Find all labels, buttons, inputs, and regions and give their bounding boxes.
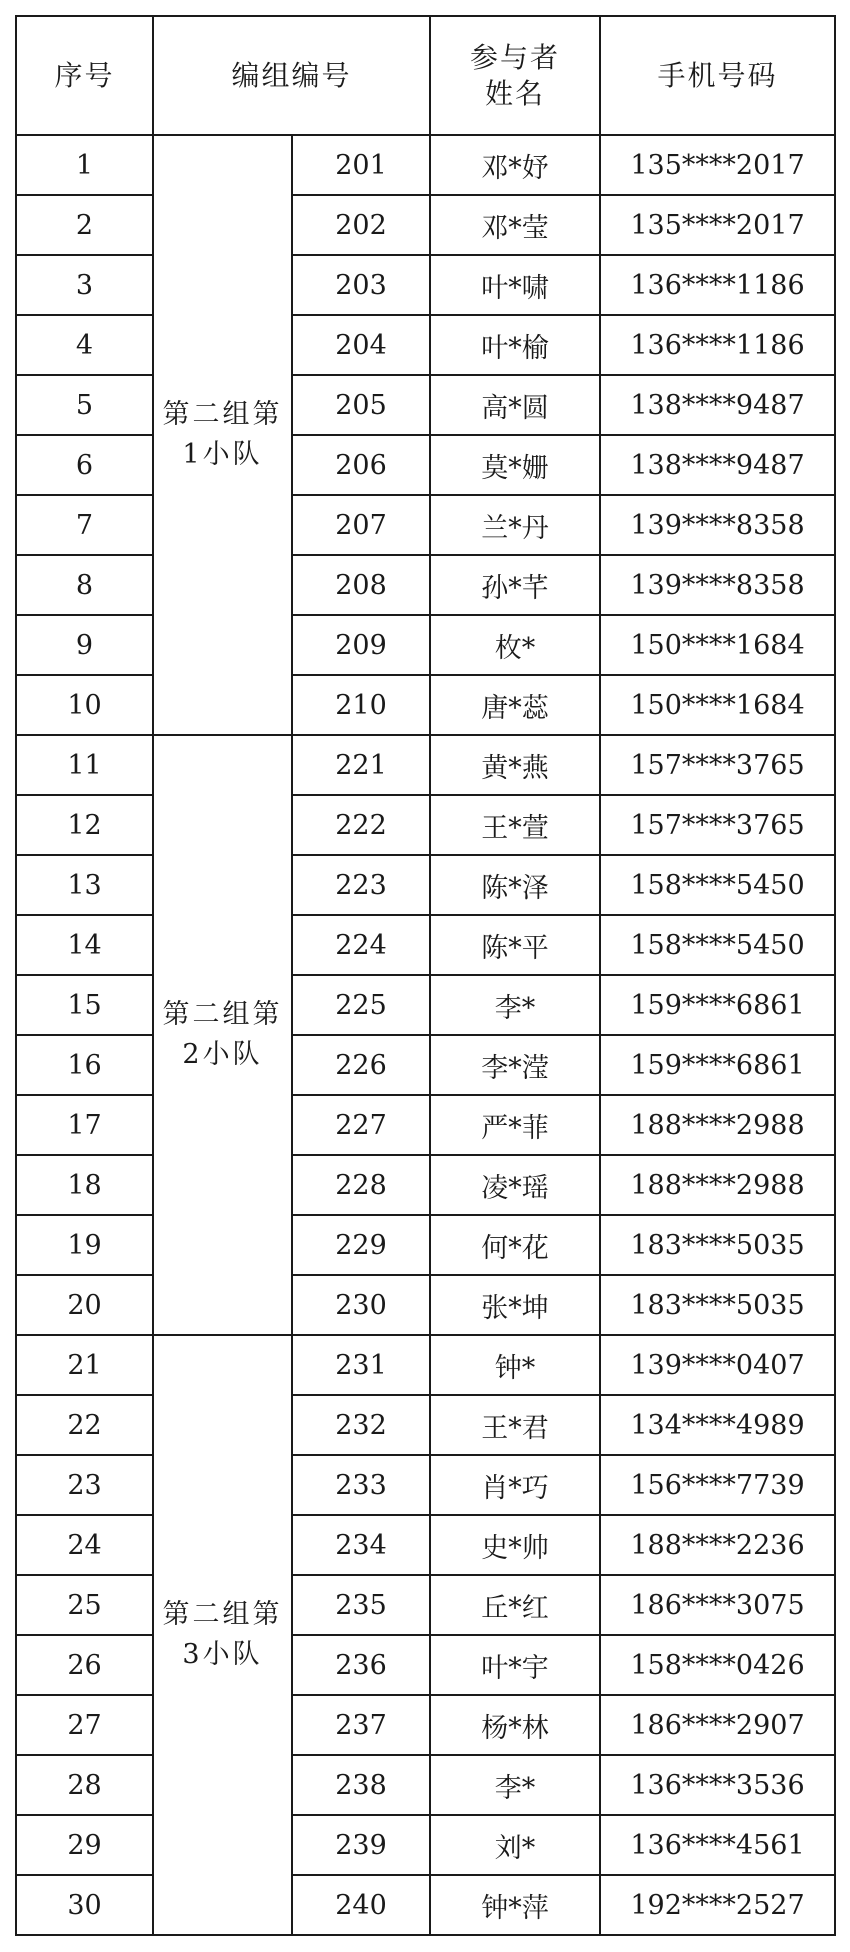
name-cell: 李*滢 — [430, 1035, 600, 1095]
name-cell: 邓*妤 — [430, 135, 600, 195]
seq-cell: 7 — [16, 495, 153, 555]
table-row — [16, 1215, 835, 1275]
phone-cell: 159****6861 — [600, 1035, 835, 1095]
table-row — [16, 1095, 835, 1155]
table-row — [16, 255, 835, 315]
table-row — [16, 195, 835, 255]
phone-cell: 186****3075 — [600, 1575, 835, 1635]
code-cell: 236 — [292, 1635, 430, 1695]
name-cell: 王*萱 — [430, 795, 600, 855]
name-cell: 钟*萍 — [430, 1875, 600, 1935]
table-row — [16, 375, 835, 435]
seq-cell: 4 — [16, 315, 153, 375]
seq-cell: 20 — [16, 1275, 153, 1335]
table-row — [16, 1575, 835, 1635]
name-cell: 唐*蕊 — [430, 675, 600, 735]
seq-cell: 3 — [16, 255, 153, 315]
name-cell: 黄*燕 — [430, 735, 600, 795]
table-row — [16, 735, 835, 795]
name-cell: 枚* — [430, 615, 600, 675]
seq-cell: 19 — [16, 1215, 153, 1275]
phone-cell: 139****0407 — [600, 1335, 835, 1395]
seq-cell: 29 — [16, 1815, 153, 1875]
phone-cell: 134****4989 — [600, 1395, 835, 1455]
phone-cell: 183****5035 — [600, 1275, 835, 1335]
seq-cell: 23 — [16, 1455, 153, 1515]
phone-cell: 188****2236 — [600, 1515, 835, 1575]
table-row — [16, 1275, 835, 1335]
seq-cell: 13 — [16, 855, 153, 915]
code-cell: 238 — [292, 1755, 430, 1815]
group-cell — [153, 735, 292, 1335]
name-cell: 肖*巧 — [430, 1455, 600, 1515]
table-row — [16, 1155, 835, 1215]
phone-cell: 159****6861 — [600, 975, 835, 1035]
participant-table — [15, 15, 836, 1936]
seq-cell: 28 — [16, 1755, 153, 1815]
header-row — [16, 16, 835, 135]
phone-cell: 136****1186 — [600, 255, 835, 315]
phone-cell: 158****0426 — [600, 1635, 835, 1695]
code-cell: 229 — [292, 1215, 430, 1275]
code-cell: 222 — [292, 795, 430, 855]
seq-cell: 18 — [16, 1155, 153, 1215]
table-body — [16, 135, 835, 1935]
table-row — [16, 1455, 835, 1515]
phone-cell: 183****5035 — [600, 1215, 835, 1275]
group-label-line2: 1小队 — [182, 439, 263, 470]
group-label-line2: 2小队 — [182, 1039, 263, 1070]
name-cell: 孙*芊 — [430, 555, 600, 615]
code-cell: 206 — [292, 435, 430, 495]
name-cell: 杨*林 — [430, 1695, 600, 1755]
code-cell: 234 — [292, 1515, 430, 1575]
table-row — [16, 855, 835, 915]
code-cell: 223 — [292, 855, 430, 915]
name-cell: 陈*泽 — [430, 855, 600, 915]
table-row — [16, 135, 835, 195]
phone-cell: 139****8358 — [600, 495, 835, 555]
seq-cell: 2 — [16, 195, 153, 255]
header-seq: 序号 — [16, 16, 153, 135]
table-row — [16, 495, 835, 555]
code-cell: 227 — [292, 1095, 430, 1155]
phone-cell: 135****2017 — [600, 195, 835, 255]
table-row — [16, 975, 835, 1035]
name-cell: 钟* — [430, 1335, 600, 1395]
table-row — [16, 1635, 835, 1695]
table-row — [16, 1335, 835, 1395]
code-cell: 203 — [292, 255, 430, 315]
code-cell: 237 — [292, 1695, 430, 1755]
seq-cell: 14 — [16, 915, 153, 975]
code-cell: 228 — [292, 1155, 430, 1215]
phone-cell: 139****8358 — [600, 555, 835, 615]
group-cell — [153, 1335, 292, 1935]
phone-cell: 186****2907 — [600, 1695, 835, 1755]
name-cell: 陈*平 — [430, 915, 600, 975]
table-row — [16, 915, 835, 975]
phone-cell: 158****5450 — [600, 855, 835, 915]
code-cell: 225 — [292, 975, 430, 1035]
name-cell: 严*菲 — [430, 1095, 600, 1155]
code-cell: 235 — [292, 1575, 430, 1635]
name-cell: 李* — [430, 1755, 600, 1815]
seq-cell: 22 — [16, 1395, 153, 1455]
name-cell: 刘* — [430, 1815, 600, 1875]
code-cell: 239 — [292, 1815, 430, 1875]
code-cell: 208 — [292, 555, 430, 615]
seq-cell: 15 — [16, 975, 153, 1035]
table-row — [16, 675, 835, 735]
code-cell: 224 — [292, 915, 430, 975]
table-row — [16, 795, 835, 855]
table-row — [16, 555, 835, 615]
seq-cell: 26 — [16, 1635, 153, 1695]
header-name-line2: 姓名 — [484, 76, 545, 110]
name-cell: 莫*姗 — [430, 435, 600, 495]
phone-cell: 138****9487 — [600, 435, 835, 495]
phone-cell: 138****9487 — [600, 375, 835, 435]
seq-cell: 16 — [16, 1035, 153, 1095]
code-cell: 240 — [292, 1875, 430, 1935]
name-cell: 叶*啸 — [430, 255, 600, 315]
code-cell: 201 — [292, 135, 430, 195]
seq-cell: 10 — [16, 675, 153, 735]
code-cell: 226 — [292, 1035, 430, 1095]
code-cell: 233 — [292, 1455, 430, 1515]
name-cell: 凌*瑶 — [430, 1155, 600, 1215]
header-name-line1: 参与者 — [469, 40, 560, 74]
seq-cell: 21 — [16, 1335, 153, 1395]
table-row — [16, 315, 835, 375]
code-cell: 232 — [292, 1395, 430, 1455]
code-cell: 205 — [292, 375, 430, 435]
phone-cell: 135****2017 — [600, 135, 835, 195]
group-cell — [153, 135, 292, 735]
group-label-line1: 第二组第 — [162, 999, 283, 1030]
name-cell: 王*君 — [430, 1395, 600, 1455]
name-cell: 邓*莹 — [430, 195, 600, 255]
phone-cell: 150****1684 — [600, 615, 835, 675]
name-cell: 李* — [430, 975, 600, 1035]
code-cell: 209 — [292, 615, 430, 675]
table-row — [16, 1695, 835, 1755]
name-cell: 史*帅 — [430, 1515, 600, 1575]
table-row — [16, 435, 835, 495]
phone-cell: 157****3765 — [600, 735, 835, 795]
name-cell: 高*圆 — [430, 375, 600, 435]
phone-cell: 136****1186 — [600, 315, 835, 375]
seq-cell: 30 — [16, 1875, 153, 1935]
seq-cell: 12 — [16, 795, 153, 855]
seq-cell: 5 — [16, 375, 153, 435]
seq-cell: 9 — [16, 615, 153, 675]
name-cell: 叶*榆 — [430, 315, 600, 375]
name-cell: 丘*红 — [430, 1575, 600, 1635]
group-label-line1: 第二组第 — [162, 399, 283, 430]
name-cell: 叶*宇 — [430, 1635, 600, 1695]
code-cell: 204 — [292, 315, 430, 375]
phone-cell: 156****7739 — [600, 1455, 835, 1515]
code-cell: 231 — [292, 1335, 430, 1395]
table-row — [16, 1875, 835, 1935]
table-row — [16, 615, 835, 675]
name-cell: 何*花 — [430, 1215, 600, 1275]
header-group-code: 编组编号 — [153, 16, 430, 135]
phone-cell: 157****3765 — [600, 795, 835, 855]
name-cell: 兰*丹 — [430, 495, 600, 555]
group-label-line2: 3小队 — [182, 1639, 263, 1670]
header-participant-name — [430, 16, 600, 135]
code-cell: 210 — [292, 675, 430, 735]
seq-cell: 11 — [16, 735, 153, 795]
phone-cell: 188****2988 — [600, 1155, 835, 1215]
phone-cell: 136****4561 — [600, 1815, 835, 1875]
code-cell: 221 — [292, 735, 430, 795]
code-cell: 230 — [292, 1275, 430, 1335]
name-cell: 张*坤 — [430, 1275, 600, 1335]
seq-cell: 25 — [16, 1575, 153, 1635]
seq-cell: 24 — [16, 1515, 153, 1575]
header-phone: 手机号码 — [600, 16, 835, 135]
seq-cell: 27 — [16, 1695, 153, 1755]
table-row — [16, 1395, 835, 1455]
seq-cell: 1 — [16, 135, 153, 195]
code-cell: 207 — [292, 495, 430, 555]
table-row — [16, 1515, 835, 1575]
phone-cell: 192****2527 — [600, 1875, 835, 1935]
code-cell: 202 — [292, 195, 430, 255]
phone-cell: 158****5450 — [600, 915, 835, 975]
seq-cell: 8 — [16, 555, 153, 615]
table-row — [16, 1035, 835, 1095]
phone-cell: 150****1684 — [600, 675, 835, 735]
phone-cell: 188****2988 — [600, 1095, 835, 1155]
phone-cell: 136****3536 — [600, 1755, 835, 1815]
table-row — [16, 1755, 835, 1815]
group-label-line1: 第二组第 — [162, 1599, 283, 1630]
table-row — [16, 1815, 835, 1875]
seq-cell: 6 — [16, 435, 153, 495]
seq-cell: 17 — [16, 1095, 153, 1155]
